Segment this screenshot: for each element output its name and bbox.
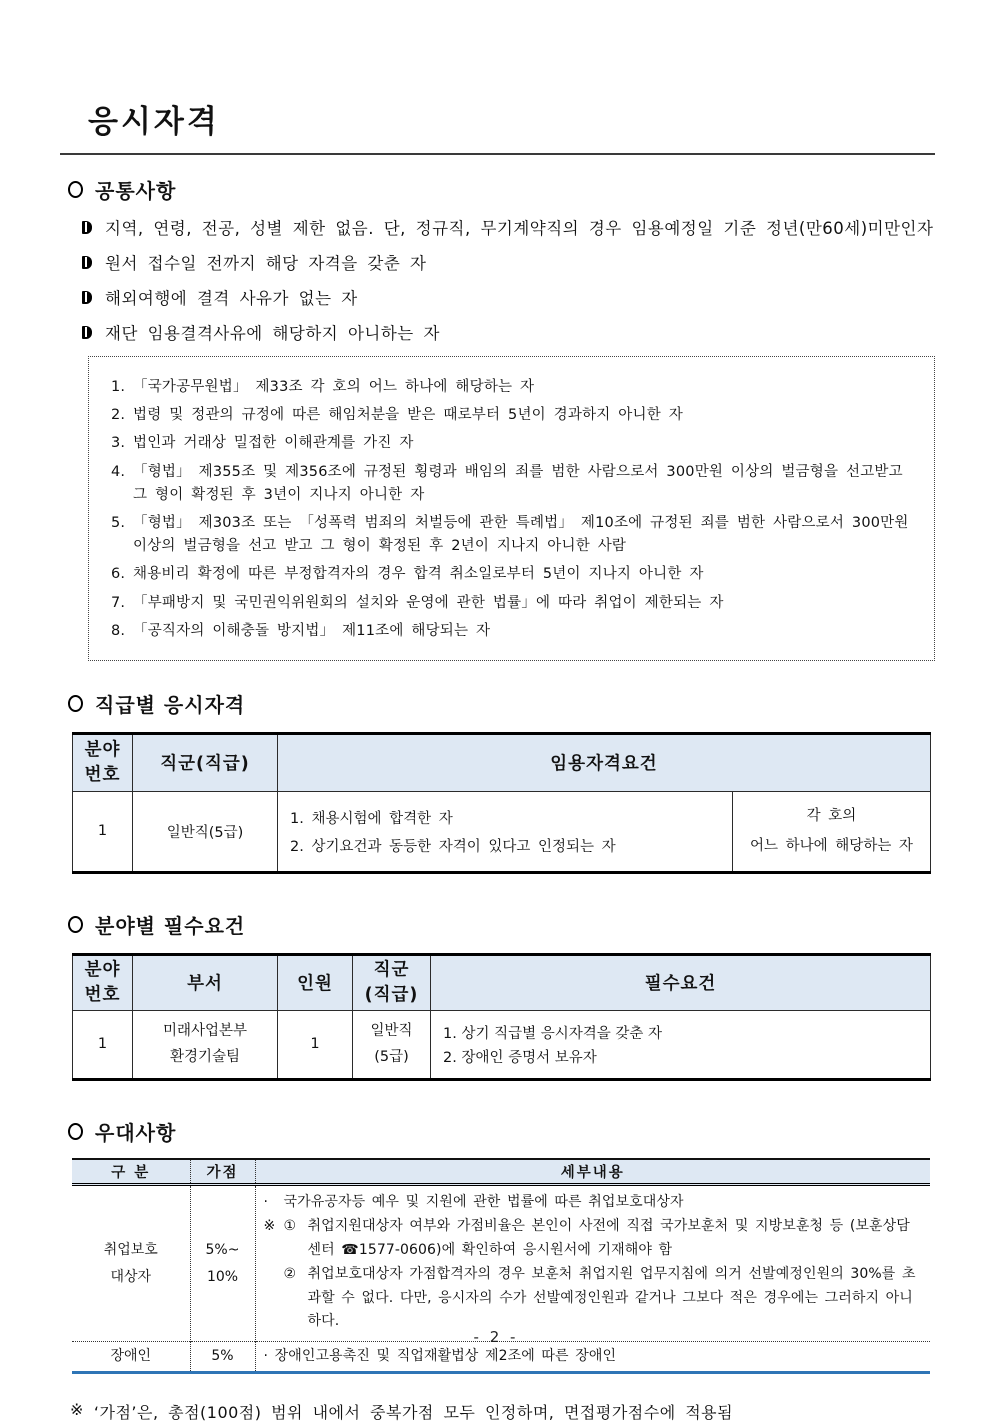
box-item-text: 「공직자의 이해충돌 방지법」 제11조에 해당되는 자	[133, 622, 491, 639]
cell-note	[733, 791, 931, 872]
table-row	[73, 791, 931, 872]
box-item	[103, 432, 922, 455]
bullet-item	[82, 250, 935, 274]
col-header-department: 부서	[133, 954, 278, 1010]
box-item-text: 「형법」 제303조 또는 「성폭력 범죄의 처벌등에 관한 특례법」 제10조에 규정된 죄를 범한 사람으로서 300만원 이상의 벌금형을 선고 받고 그 형이 확정된 후 2년이 지나지 아니한 사람	[133, 514, 909, 555]
bullet-icon	[82, 221, 92, 234]
detail-text: 취업지원대상자 여부와 가점비율은 본인이 사전에 직접 국가보훈처 및 지방보훈청 등 (보훈상담센터 ☎1577-0606)에 확인하여 응시원서에 기재해야 함	[307, 1218, 910, 1258]
bullet-text: 해외여행에 결격 사유가 없는 자	[105, 289, 358, 308]
header-line: (직급)	[364, 984, 419, 1005]
bullet-icon	[82, 291, 92, 304]
common-bullet-list	[82, 215, 935, 344]
points-line: 10%	[206, 1268, 239, 1285]
box-item-text: 「형법」 제355조 및 제356조에 규정된 횡령과 배임의 죄를 범한 사람으로서 300만원 이상의 벌금형을 선고받고 그 형이 확정된 후 3년이 지나지 아니한 자	[133, 463, 903, 503]
department-line: 환경기술팀	[169, 1049, 241, 1066]
box-item	[103, 461, 922, 507]
cell-headcount: 1	[278, 1010, 353, 1079]
title-divider	[60, 153, 935, 155]
table-row	[72, 1342, 930, 1373]
section-bygrade-title: 직급별 응시자격	[95, 692, 246, 717]
col-header-headcount: 인원	[278, 954, 353, 1010]
cell-required-conditions	[431, 1010, 931, 1079]
page-title: 응시자격	[88, 104, 220, 140]
bullet-item	[82, 320, 935, 344]
bullet-item	[82, 215, 935, 239]
col-header-job-group	[353, 954, 431, 1010]
box-item	[103, 404, 922, 427]
cell-points	[190, 1185, 255, 1342]
box-item-text: 법령 및 정관의 규정에 따른 해임처분을 받은 때로부터 5년이 경과하지 아니한 자	[133, 407, 683, 424]
detail-text: 국가유공자등 예우 및 지원에 관한 법률에 따른 취업보호대상자	[283, 1194, 684, 1211]
section-common-heading	[68, 175, 935, 204]
col-header-requirements: 임용자격요건	[278, 733, 931, 791]
note-line: 어느 하나에 해당하는 자	[750, 838, 913, 855]
cell-points: 5%	[190, 1342, 255, 1373]
circle-marker-icon	[68, 695, 83, 712]
header-line: 분야	[84, 959, 121, 980]
footnote-text: ‘가점’은, 총점(100점) 범위 내에서 중복가점 모두 인정하며, 면접평가점수에 적용됨	[93, 1402, 734, 1422]
cell-details	[255, 1185, 930, 1342]
bullet-icon	[82, 326, 92, 339]
cell-field-no: 1	[73, 1010, 133, 1079]
detail-number: ①	[283, 1218, 297, 1235]
section-preference-title: 우대사항	[95, 1120, 177, 1145]
table-row	[73, 1010, 931, 1079]
box-item-text: 채용비리 확정에 따른 부정합격자의 경우 합격 취소일로부터 5년이 지나지 아니한 자	[133, 566, 704, 583]
box-item-number: 5.	[111, 514, 126, 531]
requirement-line: 2. 상기요건과 동등한 자격이 있다고 인정되는 자	[290, 838, 616, 855]
detail-marker: ※	[263, 1218, 276, 1235]
page-number: - 2 -	[473, 1328, 519, 1346]
points-line: 5%~	[205, 1242, 240, 1259]
cell-job-group: 일반직(5급)	[133, 791, 278, 872]
detail-text: 취업보호대상자 가점합격자의 경우 보훈처 취업지원 업무지침에 의거 선발예정인원의 30%를 초과할 수 없다. 다만, 응시자의 수가 선발예정인원과 같거나 그보다 적은 경우에는 그러하지 아니하다.	[307, 1265, 916, 1330]
cell-category	[72, 1185, 190, 1342]
table-header-row	[73, 733, 931, 791]
detail-line	[264, 1263, 923, 1334]
bullet-item	[82, 285, 935, 309]
detail-line	[264, 1191, 923, 1215]
box-item-number: 1.	[111, 379, 126, 395]
disqualification-box	[88, 356, 935, 661]
condition-line: 2. 장애인 증명서 보유자	[443, 1049, 597, 1066]
circle-marker-icon	[68, 1123, 83, 1140]
bullet-text: 지역, 연령, 전공, 성별 제한 없음. 단, 정규직, 무기계약직의 경우 임용예정일 기준 정년(만60세)미만인자	[105, 219, 934, 238]
bullet-icon	[82, 256, 92, 269]
required-table	[72, 953, 931, 1081]
header-line: 직군	[373, 959, 410, 980]
box-item-number: 2.	[111, 407, 126, 424]
col-header-category: 구 분	[72, 1159, 190, 1185]
cell-job-group	[353, 1010, 431, 1079]
detail-marker	[264, 1263, 284, 1334]
box-item	[103, 620, 922, 643]
box-item	[103, 563, 922, 586]
box-item-number: 6.	[111, 566, 126, 583]
box-item-number: 8.	[111, 622, 126, 639]
box-item	[103, 592, 922, 615]
condition-line: 1. 상기 직급별 응시자격을 갖춘 자	[443, 1025, 662, 1042]
cell-category: 장애인	[72, 1342, 190, 1373]
department-line: 미래사업본부	[162, 1023, 248, 1040]
header-line: 번호	[84, 984, 121, 1005]
section-preference-heading	[68, 1117, 935, 1146]
section-required-title: 분야별 필수요건	[95, 913, 246, 938]
box-item-number: 4.	[111, 463, 126, 480]
bullet-text: 재단 임용결격사유에 해당하지 아니하는 자	[105, 324, 440, 343]
box-item-text: 「부패방지 및 국민권익위원회의 설치와 운영에 관한 법률」에 따라 취업이 제한되는 자	[133, 594, 724, 611]
detail-number: ②	[283, 1265, 297, 1282]
detail-marker: ·	[263, 1194, 269, 1211]
col-header-field-no	[73, 954, 133, 1010]
table-header-row	[72, 1159, 930, 1185]
header-line: 번호	[84, 764, 121, 785]
section-required-heading	[68, 910, 935, 939]
bygrade-table	[72, 732, 931, 874]
detail-line	[264, 1215, 923, 1263]
circle-marker-icon	[68, 181, 83, 198]
bullet-text: 원서 접수일 전까지 해당 자격을 갖춘 자	[105, 254, 427, 273]
note-line: 각 호의	[806, 807, 857, 824]
col-header-details: 세부내용	[255, 1159, 930, 1185]
box-item	[103, 376, 922, 399]
section-common-title: 공통사항	[95, 179, 177, 203]
col-header-points: 가점	[190, 1159, 255, 1185]
table-header-row	[73, 954, 931, 1010]
cell-details: · 장애인고용촉진 및 직업재활법상 제2조에 따른 장애인	[255, 1342, 930, 1373]
box-item	[103, 512, 922, 558]
detail-sub	[284, 1263, 923, 1334]
job-group-line: 일반직	[370, 1023, 413, 1040]
col-header-field-no	[73, 733, 133, 791]
category-line: 대상자	[110, 1268, 152, 1285]
detail-sub	[284, 1215, 923, 1263]
cell-requirements	[278, 791, 733, 872]
requirement-line: 1. 채용시험에 합격한 자	[290, 810, 453, 827]
footnote-marker: ※	[70, 1399, 84, 1419]
job-group-line: (5급)	[374, 1049, 409, 1066]
col-header-job-group: 직군(직급)	[133, 733, 278, 791]
category-line: 취업보호	[103, 1242, 158, 1259]
circle-marker-icon	[68, 916, 83, 933]
cell-department	[133, 1010, 278, 1079]
box-item-text: 법인과 거래상 밀접한 이해관계를 가진 자	[133, 435, 414, 452]
footnote	[70, 1400, 935, 1423]
box-item-number: 3.	[111, 435, 126, 452]
cell-field-no: 1	[73, 791, 133, 872]
header-line: 분야	[84, 739, 121, 760]
table-row	[72, 1185, 930, 1342]
section-bygrade-heading	[68, 689, 935, 718]
box-item-number: 7.	[111, 594, 126, 611]
col-header-required-conditions: 필수요건	[431, 954, 931, 1010]
box-item-text: 「국가공무원법」 제33조 각 호의 어느 하나에 해당하는 자	[133, 379, 535, 395]
